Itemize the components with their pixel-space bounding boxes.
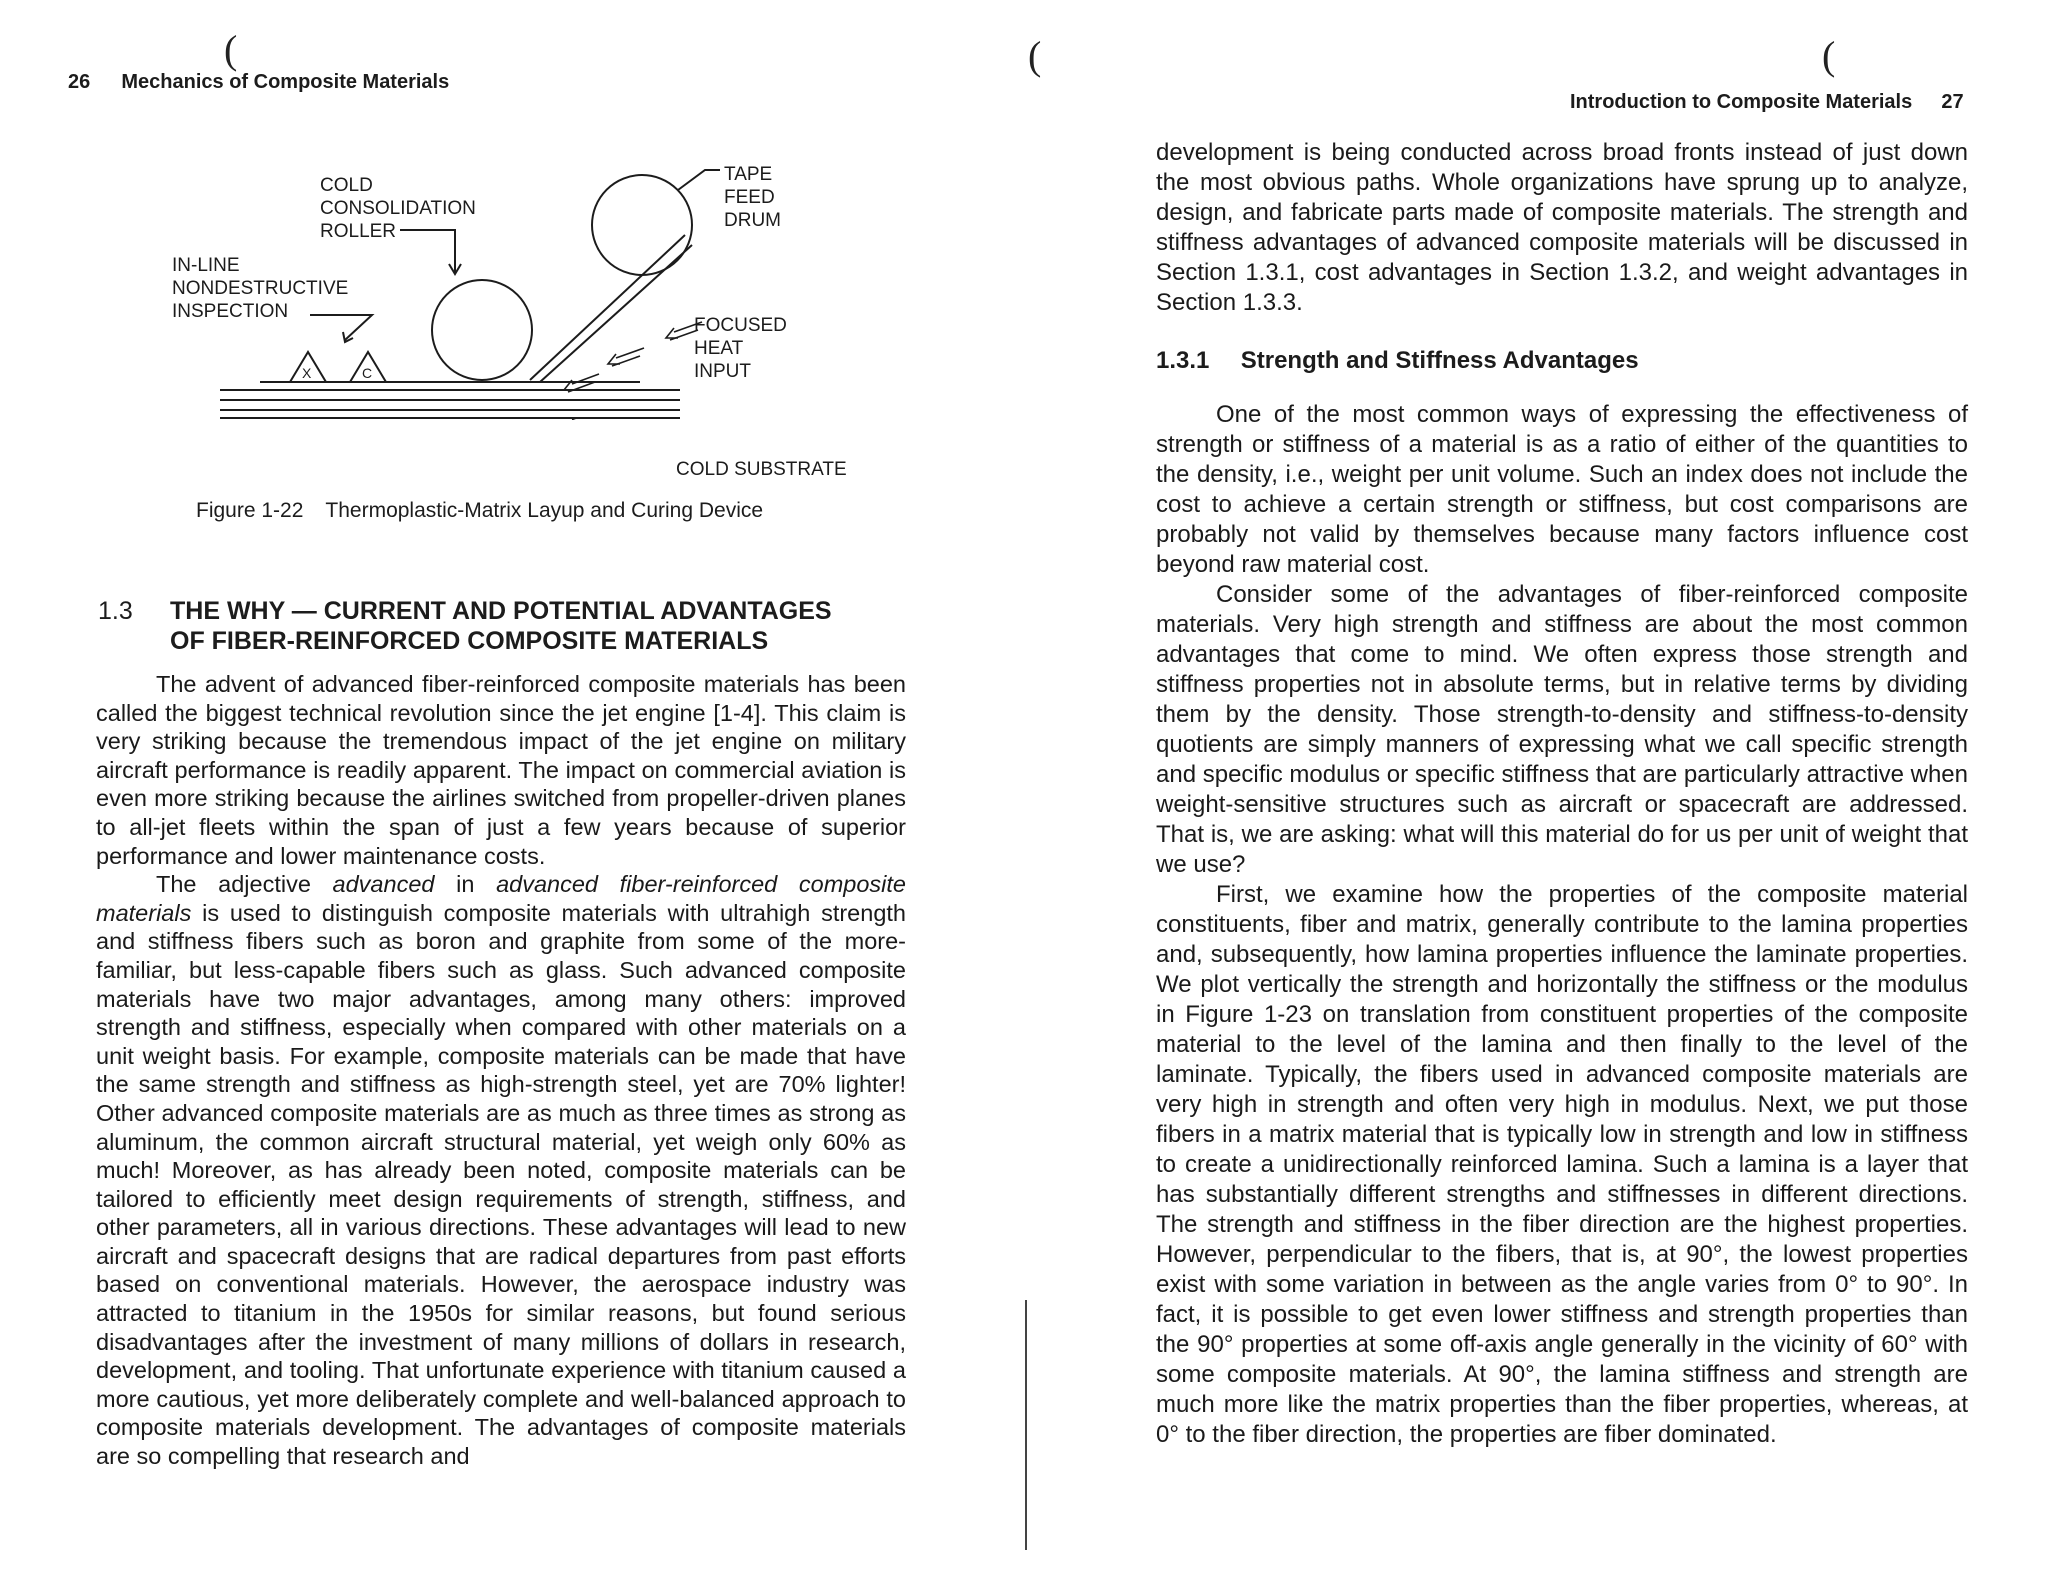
- right-page: [1010, 0, 2048, 1582]
- section-title-line1: THE WHY — CURRENT AND POTENTIAL ADVANTAGES: [170, 597, 832, 625]
- right-body-top: [1156, 138, 1968, 318]
- page-number-right: 27: [1941, 91, 1964, 113]
- paragraph: development is being conducted across broad fronts instead of just down the most obvious paths. Whole organizations have sprung up to analyze, design, and fabricate parts made of composite materials. The strength and stiffness advantages of advanced composite materials will be discussed in Section 1.3.1, cost advantages in Section 1.3.2, and weight advantages in Section 1.3.3.: [1156, 139, 1968, 316]
- right-header-title: Introduction to Composite Materials: [1570, 91, 1913, 113]
- focused-heat-input-label: FOCUSED HEAT INPUT: [694, 315, 787, 382]
- section-number: 1.3: [98, 597, 133, 625]
- scan-artifact-mark: (: [1028, 33, 1042, 78]
- cold-substrate-label: COLD SUBSTRATE: [676, 459, 847, 480]
- right-running-head: [1570, 92, 1964, 112]
- cold-consolidation-roller-label: COLD CONSOLIDATION ROLLER: [320, 175, 476, 242]
- section-title-line2: OF FIBER-REINFORCED COMPOSITE MATERIALS: [170, 627, 769, 655]
- paragraph: First, we examine how the properties of the composite material constituents, fiber and matrix, generally contribute to the lamina properties and, subsequently, how lamina properties influence the laminate properties. We plot vertically the strength and horizontally the stiffness or the modulus in Figure 1-23 on translation from constituent properties of the composite material to the level of the lamina and then finally to the level of the laminate. Typically, the fibers used in advanced composite materials are very high in strength and often very high in modulus. Next, we put those fibers in a matrix material that is typically low in strength and low in stiffness to create a unidirectionally reinforced lamina. Such a lamina is a layer that has substantially different strengths and stiffnesses in different directions. The strength and stiffness in the fiber direction are the highest properties. However, perpendicular to the fibers, that is, at 90°, the lowest properties exist with some variation in between as the angle varies from 0° to 90°. In fact, it is possible to get even lower stiffness and strength properties than the 90° properties at some off-axis angle generally in the vicinity of 60° with some composite materials. At 90°, the lamina stiffness and strength are much more like the matrix properties than the fiber properties, whereas, at 0° to the fiber direction, the properties are fiber dominated.: [1156, 881, 1968, 1448]
- figure-caption-text: Thermoplastic-Matrix Layup and Curing Device: [325, 499, 764, 522]
- tape-feed-drum-label: TAPE FEED DRUM: [724, 164, 781, 231]
- left-page: [0, 0, 1010, 1582]
- inline-inspection-label: IN-LINE NONDESTRUCTIVE INSPECTION: [172, 255, 349, 322]
- figure-caption: [196, 500, 785, 521]
- paragraph: Consider some of the advantages of fiber-reinforced composite materials. Very high strength and stiffness are about the most common advantages that come to mind. We often express those strength and stiffness properties not in absolute terms, but in relative terms by dividing them by the density. Those strength-to-density and stiffness-to-density quotients are simply manners of expressing what we call specific strength and specific modulus or specific stiffness that are particularly attractive when weight-sensitive structures such as aircraft or spacecraft are addressed. That is, we are asking: what will this material do for us per unit of weight that we use?: [1156, 581, 1968, 878]
- left-header-title: Mechanics of Composite Materials: [121, 71, 450, 93]
- paragraph: One of the most common ways of expressing the effectiveness of strength or stiffness of a material is as a ratio of either of the quantities to the density, i.e., weight per unit volume. Such an index does not include the cost to achieve a certain strength or stiffness, but cost comparisons are probably not valid by themselves because many factors influence cost beyond raw material cost.: [1156, 401, 1968, 578]
- section-heading-1-3: [98, 596, 898, 656]
- scan-artifact-mark: (: [224, 27, 238, 72]
- triangle-c-label: C: [362, 365, 373, 381]
- page-number-left: 26: [68, 71, 91, 93]
- subsection-heading-1-3-1: [1156, 346, 1639, 376]
- paragraph: The adjective advanced in advanced fiber-reinforced composite materials is used to distinguish composite materials with ultrahigh strength and stiffness fibers such as boron and graphite from some of the more-familiar, but less-capable fibers such as glass. Such advanced composite materials have two major advantages, among many others: improved strength and stiffness, especially when compared with other materials on a unit weight basis. For example, composite materials can be made that have the same strength and stiffness as high-strength steel, yet are 70% lighter! Other advanced composite materials are as much as three times as strong as aluminum, the common aircraft structural material, yet weigh only 60% as much! Moreover, as has already been noted, composite materials can be tailored to efficiently meet design requirements of strength, stiffness, and other parameters, all in various directions. These advantages will lead to new aircraft and spacecraft designs that are radical departures from past efforts based on conventional materials. However, the aerospace industry was attracted to titanium in the 1950s for similar reasons, but found serious disadvantages after the investment of many millions of dollars in research, development, and tooling. That unfortunate experience with titanium caused a more cautious, yet more deliberately complete and well-balanced approach to composite materials development. The advantages of composite materials are so compelling that research and: [96, 871, 906, 1470]
- subsection-title: Strength and Stiffness Advantages: [1240, 347, 1639, 374]
- left-body-text: [96, 670, 906, 1471]
- subsection-number: 1.3.1: [1156, 347, 1210, 374]
- right-body-main: [1156, 400, 1968, 1450]
- triangle-x-label: X: [302, 365, 312, 381]
- paragraph: The advent of advanced fiber-reinforced composite materials has been called the biggest technical revolution since the jet engine [1-4]. This claim is very striking because the tremendous impact of the jet engine on military aircraft performance is readily apparent. The impact on commercial aviation is even more striking because the airlines switched from propeller-driven planes to all-jet fleets within the span of just a few years because of superior performance and lower maintenance costs.: [96, 671, 906, 869]
- figure-caption-number: Figure 1-22: [196, 499, 304, 522]
- left-running-head: [68, 72, 449, 92]
- scan-artifact-mark: (: [1822, 33, 1836, 78]
